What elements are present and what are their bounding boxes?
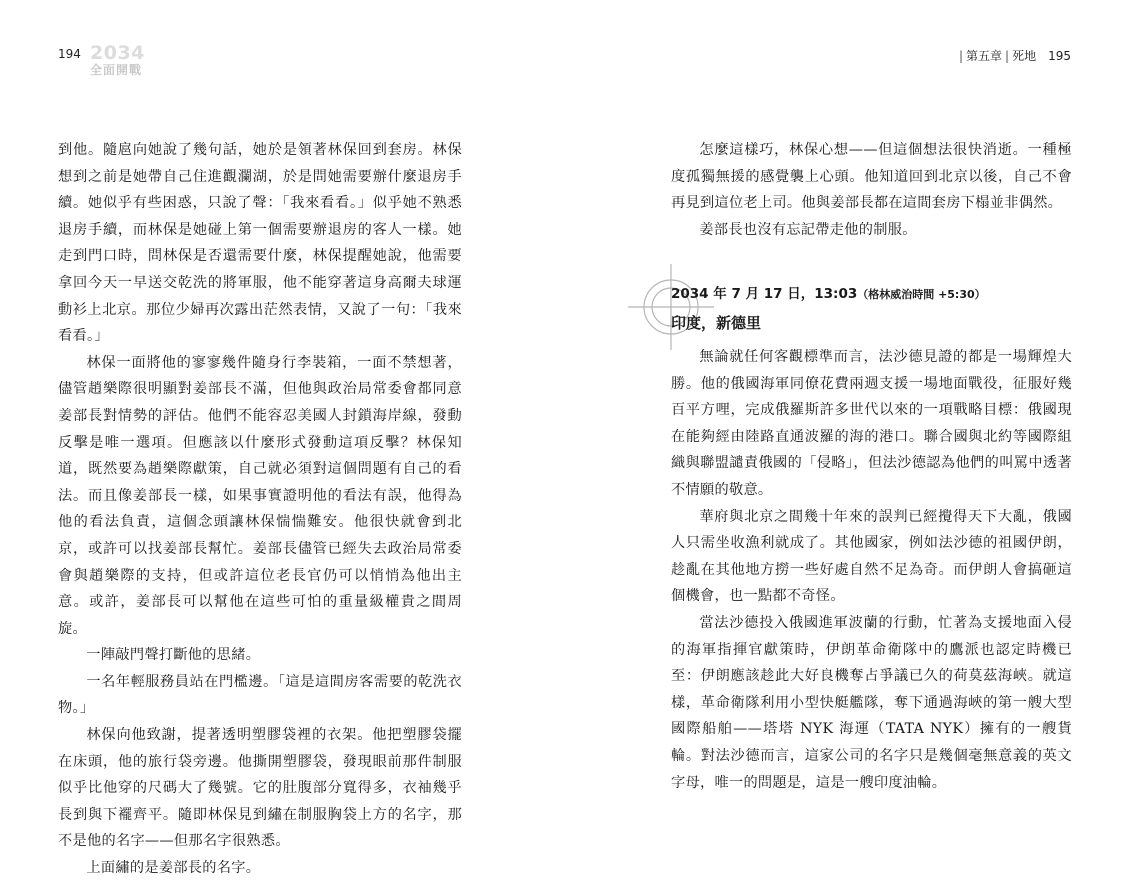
running-head-chapter: 第五章 [966, 49, 1003, 63]
section-heading [671, 283, 1072, 333]
running-head: | 第五章 | 死地 195 [958, 49, 1071, 63]
paragraph: 無論就任何客觀標準而言，法沙德見證的都是一場輝煌大勝。他的俄國海軍同僚花費兩週支援一場地面戰役，征服好幾百平方哩，完成俄羅斯許多世代以來的一項戰略目標：俄國現在能夠經由陸路直通波羅的海的港口。聯合國與北約等國際組織與聯盟譴責俄國的「侵略」，但法沙德認為他們的叫罵中透著不情願的敬意。 [671, 349, 1072, 498]
paragraph: 林保向他致謝，提著透明塑膠袋裡的衣架。他把塑膠袋擺在床頭，他的旅行袋旁邊。他撕開塑膠袋，發現眼前那件制服似乎比他穿的尺碼大了幾號。它的肚腹部分寬得多，衣袖幾乎長到與下襬齊平。隨即林保見到繡在制服胸袋上方的名字，那不是他的名字——但那名字很熟悉。 [58, 727, 462, 850]
book-logo [90, 44, 145, 76]
right-page-number: 195 [1048, 49, 1071, 63]
right-page [563, 0, 1127, 800]
paragraph: 當法沙德投入俄國進軍波蘭的行動，忙著為支援地面入侵的海軍指揮官獻策時，伊朗革命衛隊中的鷹派也認定時機已至：伊朗應該趁此大好良機奪占爭議已久的荷莫茲海峽。就這樣，革命衛隊利用小型快艇艦隊，奪下通過海峽的第一艘大型國際船舶——塔塔 NYK 海運（TATA NYK）擁有的一艘貨輪。對法沙德而言，這家公司的名字只是幾個毫無意義的英文字母，唯一的問題是，這是一艘印度油輪。 [671, 614, 1072, 791]
left-body-text [58, 137, 462, 882]
paragraph: 華府與北京之間幾十年來的誤判已經攪得天下大亂，俄國人只需坐收漁利就成了。其他國家，例如法沙德的祖國伊朗，趁亂在其他地方撈一些好處自然不足為奇。而伊朗人會搞砸這個機會，也一點都不奇怪。 [671, 508, 1072, 605]
paragraph: 怎麼這樣巧，林保心想——但這個想法很快消逝。一種極度孤獨無援的感覺襲上心頭。他知道回到北京以後，自己不會再見到這位老上司。他與姜部長都在這間套房下榻並非偶然。 [671, 142, 1072, 212]
right-body-text-bottom [671, 344, 1072, 796]
right-body-text-top [671, 137, 1072, 243]
left-page [0, 0, 563, 877]
running-head-title: 死地 [1012, 49, 1037, 63]
paragraph: 林保一面將他的寥寥幾件隨身行李裝箱，一面不禁想著，儘管趙樂際很明顯對姜部長不滿，但他與政治局常委會都同意姜部長對情勢的評估。他們不能容忍美國人封鎖海岸線，發動反擊是唯一選項。但應該以什麼形式發動這項反擊？林保知道，既然要為趙樂際獻策，自己就必須對這個問題有自己的看法。而且像姜部長一樣，如果事實證明他的看法有誤，他得為他的看法負責，這個念頭讓林保惴惴難安。他很快就會到北京，或許可以找姜部長幫忙。姜部長儘管已經失去政治局常委會與趙樂際的支持，但或許這位老長官仍可以悄悄為他出主意。或許，姜部長可以幫他在這些可怕的重量級權貴之間周旋。 [58, 354, 462, 637]
section-timezone: （格林威治時間 +5:30） [857, 288, 986, 301]
left-page-number: 194 [58, 47, 81, 61]
book-logo-title: 2034 [90, 42, 145, 64]
paragraph: 上面繡的是姜部長的名字。 [86, 860, 261, 877]
paragraph: 一陣敲門聲打斷他的思緒。 [86, 647, 261, 664]
paragraph: 姜部長也沒有忘記帶走他的制服。 [699, 221, 917, 238]
paragraph: 到他。隨扈向她說了幾句話，她於是領著林保回到套房。林保想到之前是她帶自己住進觀瀾湖，於是問她需要辦什麼退房手續。她似乎有些困惑，只說了聲：「我來看看。」似乎她不熟悉退房手續，而林保是她碰上第一個需要辦退房的客人一樣。她走到門口時，問林保是否還需要什麼，林保提醒她說，他需要拿回今天一早送交乾洗的將軍服，他不能穿著這身高爾夫球運動衫上北京。那位少婦再次露出茫然表情，又說了一句：「我來看看。」 [58, 142, 462, 345]
section-location: 印度，新德里 [671, 314, 762, 332]
section-dateline: 2034 年 7 月 17 日，13:03 [671, 286, 858, 302]
book-logo-subtitle: 全面開戰 [90, 63, 143, 77]
paragraph: 一名年輕服務員站在門檻邊。「這是這間房客需要的乾洗衣物。」 [58, 673, 462, 717]
